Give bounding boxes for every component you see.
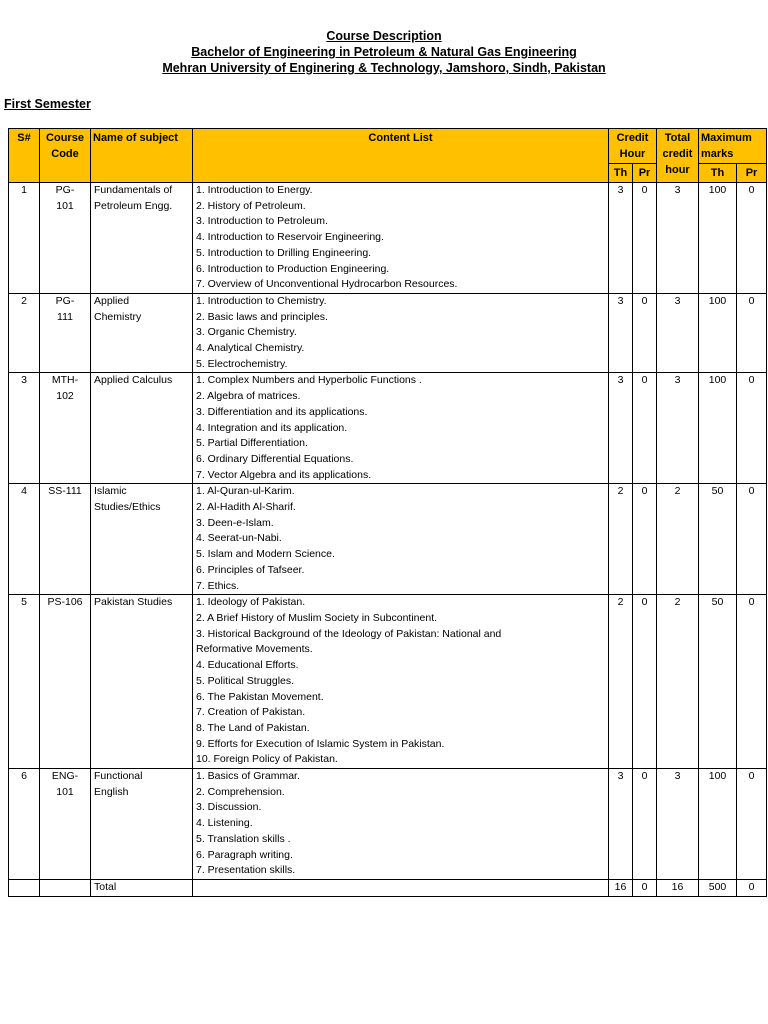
total-credit-cell: 3 bbox=[657, 183, 699, 294]
course-table-body bbox=[9, 183, 767, 897]
content-item: 5. Electrochemistry. bbox=[196, 357, 288, 370]
course-code-cell bbox=[40, 183, 91, 294]
marks-theory-cell: 100 bbox=[699, 293, 737, 373]
content-list-cell bbox=[193, 373, 609, 484]
marks-practical-cell: 0 bbox=[737, 769, 767, 880]
table-row bbox=[9, 183, 767, 294]
serial-number-cell: 3 bbox=[9, 373, 40, 484]
subject-name-cell bbox=[91, 293, 193, 373]
subject-name-line: Applied bbox=[94, 294, 130, 307]
total-credit-cell: 3 bbox=[657, 373, 699, 484]
total-marks-practical-cell: 0 bbox=[737, 879, 767, 896]
content-item: 7. Overview of Unconventional Hydrocarbon Resources. bbox=[196, 278, 458, 291]
total-credit-cell: 2 bbox=[657, 484, 699, 595]
content-item: 5. Translation skills . bbox=[196, 832, 291, 845]
content-item: 5. Islam and Modern Science. bbox=[196, 548, 335, 561]
subject-name-cell bbox=[91, 484, 193, 595]
content-item: 5. Partial Differentiation. bbox=[196, 437, 308, 450]
credit-theory-cell: 3 bbox=[609, 373, 633, 484]
content-item: 1. Complex Numbers and Hyperbolic Functions . bbox=[196, 374, 422, 387]
content-item: 1. Ideology of Pakistan. bbox=[196, 596, 306, 609]
content-item: 2. Basic laws and principles. bbox=[196, 310, 328, 323]
course-code-line: 111 bbox=[57, 310, 73, 323]
content-item: 4. Integration and its application. bbox=[196, 421, 348, 434]
serial-number-cell: 2 bbox=[9, 293, 40, 373]
course-code-cell bbox=[40, 769, 91, 880]
total-empty-cell bbox=[193, 879, 609, 896]
content-list-cell bbox=[193, 293, 609, 373]
credit-practical-cell: 0 bbox=[633, 769, 657, 880]
header-subject-name: Name of subject bbox=[91, 129, 193, 183]
serial-number-cell: 1 bbox=[9, 183, 40, 294]
content-list-cell bbox=[193, 769, 609, 880]
credit-theory-cell: 3 bbox=[609, 293, 633, 373]
credit-practical-cell: 0 bbox=[633, 373, 657, 484]
credit-practical-cell: 0 bbox=[633, 595, 657, 769]
content-item: 3. Introduction to Petroleum. bbox=[196, 215, 328, 228]
content-item: 4. Listening. bbox=[196, 817, 253, 830]
subject-name-line: Functional bbox=[94, 770, 143, 783]
total-credit-practical-cell: 0 bbox=[633, 879, 657, 896]
subject-name-cell bbox=[91, 373, 193, 484]
content-item: 9. Efforts for Execution of Islamic System in Pakistan. bbox=[196, 737, 445, 750]
subject-name-line: Chemistry bbox=[94, 310, 142, 323]
content-item: 2. Al-Hadith Al-Sharif. bbox=[196, 501, 296, 514]
course-code-line: PG- bbox=[55, 184, 75, 196]
course-table bbox=[8, 128, 767, 897]
total-empty-cell bbox=[9, 879, 40, 896]
table-row bbox=[9, 293, 767, 373]
course-code-cell bbox=[40, 595, 91, 769]
course-code-line: PG- bbox=[55, 294, 75, 307]
total-credit-cell: 3 bbox=[657, 769, 699, 880]
marks-practical-cell: 0 bbox=[737, 595, 767, 769]
content-item: 2. History of Petroleum. bbox=[196, 199, 306, 212]
credit-theory-cell: 3 bbox=[609, 769, 633, 880]
total-empty-cell bbox=[40, 879, 91, 896]
table-header-row bbox=[9, 129, 767, 164]
content-item: 2. Algebra of matrices. bbox=[196, 390, 301, 403]
course-code-line: 101 bbox=[56, 785, 74, 798]
content-item: 5. Introduction to Drilling Engineering. bbox=[196, 246, 372, 259]
table-row bbox=[9, 373, 767, 484]
table-row bbox=[9, 595, 767, 769]
subject-name-line: Petroleum Engg. bbox=[94, 199, 173, 212]
content-list-cell bbox=[193, 484, 609, 595]
content-item: 5. Political Struggles. bbox=[196, 674, 295, 687]
content-item: 4. Introduction to Reservoir Engineering. bbox=[196, 231, 384, 244]
content-list-cell bbox=[193, 183, 609, 294]
course-code-line: ENG- bbox=[51, 770, 79, 783]
marks-practical-cell: 0 bbox=[737, 484, 767, 595]
content-item: 6. The Pakistan Movement. bbox=[196, 690, 324, 703]
content-item: 10. Foreign Policy of Pakistan. bbox=[196, 753, 338, 766]
course-code-line: MTH- bbox=[51, 374, 79, 387]
marks-theory-cell: 100 bbox=[699, 373, 737, 484]
content-item: 4. Seerat-un-Nabi. bbox=[196, 532, 282, 545]
semester-title: First Semester bbox=[4, 97, 91, 111]
course-code-line: SS-111 bbox=[48, 485, 82, 498]
content-item: 6. Ordinary Differential Equations. bbox=[196, 452, 354, 465]
header-content-list: Content List bbox=[193, 129, 609, 183]
content-item: 3. Discussion. bbox=[196, 801, 262, 814]
marks-theory-cell: 50 bbox=[699, 595, 737, 769]
total-credit-theory-cell: 16 bbox=[609, 879, 633, 896]
table-row bbox=[9, 769, 767, 880]
course-code-line: PS-106 bbox=[47, 596, 83, 609]
subject-name-line: English bbox=[94, 785, 129, 798]
content-item: 4. Educational Efforts. bbox=[196, 659, 299, 672]
marks-theory-cell: 100 bbox=[699, 183, 737, 294]
content-item: 8. The Land of Pakistan. bbox=[196, 721, 310, 734]
header-marks-th: Th bbox=[699, 164, 737, 183]
subject-name-cell bbox=[91, 183, 193, 294]
subject-name-cell bbox=[91, 769, 193, 880]
course-code-cell bbox=[40, 484, 91, 595]
serial-number-cell: 4 bbox=[9, 484, 40, 595]
serial-number-cell: 6 bbox=[9, 769, 40, 880]
content-item: 7. Presentation skills. bbox=[196, 864, 296, 877]
marks-theory-cell: 100 bbox=[699, 769, 737, 880]
content-item: 7. Ethics. bbox=[196, 579, 240, 592]
total-row bbox=[9, 879, 767, 896]
content-item: 6. Paragraph writing. bbox=[196, 848, 293, 861]
header-credit-th: Th bbox=[609, 164, 633, 183]
total-credit-cell: 3 bbox=[657, 293, 699, 373]
content-item: 7. Creation of Pakistan. bbox=[196, 706, 306, 719]
marks-practical-cell: 0 bbox=[737, 183, 767, 294]
header-credit-hour: Credit Hour bbox=[609, 129, 657, 164]
total-label-cell: Total bbox=[91, 879, 193, 896]
subject-name-line: Studies/Ethics bbox=[94, 501, 161, 514]
subject-name-line: Applied Calculus bbox=[94, 374, 173, 387]
credit-theory-cell: 2 bbox=[609, 484, 633, 595]
header-program: Bachelor of Engineering in Petroleum & Natural Gas Engineering bbox=[191, 45, 577, 59]
course-code-line: 102 bbox=[56, 390, 74, 403]
subject-name-line: Pakistan Studies bbox=[94, 596, 173, 609]
header-course-code: Course Code bbox=[40, 129, 91, 183]
marks-practical-cell: 0 bbox=[737, 293, 767, 373]
content-item: 2. Comprehension. bbox=[196, 785, 285, 798]
credit-practical-cell: 0 bbox=[633, 183, 657, 294]
content-item: 3. Deen-e-Islam. bbox=[196, 516, 274, 529]
table-row bbox=[9, 484, 767, 595]
header-credit-pr: Pr bbox=[633, 164, 657, 183]
content-item: 3. Organic Chemistry. bbox=[196, 326, 297, 339]
subject-name-cell bbox=[91, 595, 193, 769]
header-university: Mehran University of Enginering & Technology, Jamshoro, Sindh, Pakistan bbox=[162, 61, 606, 75]
total-credit-cell: 2 bbox=[657, 595, 699, 769]
content-item: 4. Analytical Chemistry. bbox=[196, 342, 305, 355]
credit-theory-cell: 3 bbox=[609, 183, 633, 294]
content-item: 1. Al-Quran-ul-Karim. bbox=[196, 485, 295, 498]
content-item: 1. Basics of Grammar. bbox=[196, 770, 300, 783]
content-item: 3. Historical Background of the Ideology of Pakistan: National and bbox=[196, 627, 502, 640]
course-code-cell bbox=[40, 373, 91, 484]
subject-name-line: Islamic bbox=[94, 485, 127, 498]
subject-name-line: Fundamentals of bbox=[94, 184, 173, 196]
credit-practical-cell: 0 bbox=[633, 484, 657, 595]
content-list-cell bbox=[193, 595, 609, 769]
course-code-cell bbox=[40, 293, 91, 373]
content-item: 6. Introduction to Production Engineering. bbox=[196, 262, 390, 275]
content-item: 1. Introduction to Energy. bbox=[196, 184, 313, 196]
total-credit-hour-cell: 16 bbox=[657, 879, 699, 896]
content-item: 6. Principles of Tafseer. bbox=[196, 563, 305, 576]
marks-theory-cell: 50 bbox=[699, 484, 737, 595]
header-total-credit-hour: Total credit hour bbox=[657, 129, 699, 183]
credit-theory-cell: 2 bbox=[609, 595, 633, 769]
header-title: Course Description bbox=[326, 29, 442, 43]
header-sno: S# bbox=[9, 129, 40, 183]
serial-number-cell: 5 bbox=[9, 595, 40, 769]
course-code-line: 101 bbox=[56, 199, 74, 212]
content-item: Reformative Movements. bbox=[196, 643, 313, 656]
header-maximum-marks: Maximum marks bbox=[699, 129, 767, 164]
content-item: 2. A Brief History of Muslim Society in Subcontinent. bbox=[196, 611, 438, 624]
total-marks-theory-cell: 500 bbox=[699, 879, 737, 896]
content-item: 3. Differentiation and its applications. bbox=[196, 405, 368, 418]
content-item: 1. Introduction to Chemistry. bbox=[196, 294, 327, 307]
header-marks-pr: Pr bbox=[737, 164, 767, 183]
credit-practical-cell: 0 bbox=[633, 293, 657, 373]
marks-practical-cell: 0 bbox=[737, 373, 767, 484]
content-item: 7. Vector Algebra and its applications. bbox=[196, 468, 372, 481]
document-header bbox=[0, 28, 768, 76]
